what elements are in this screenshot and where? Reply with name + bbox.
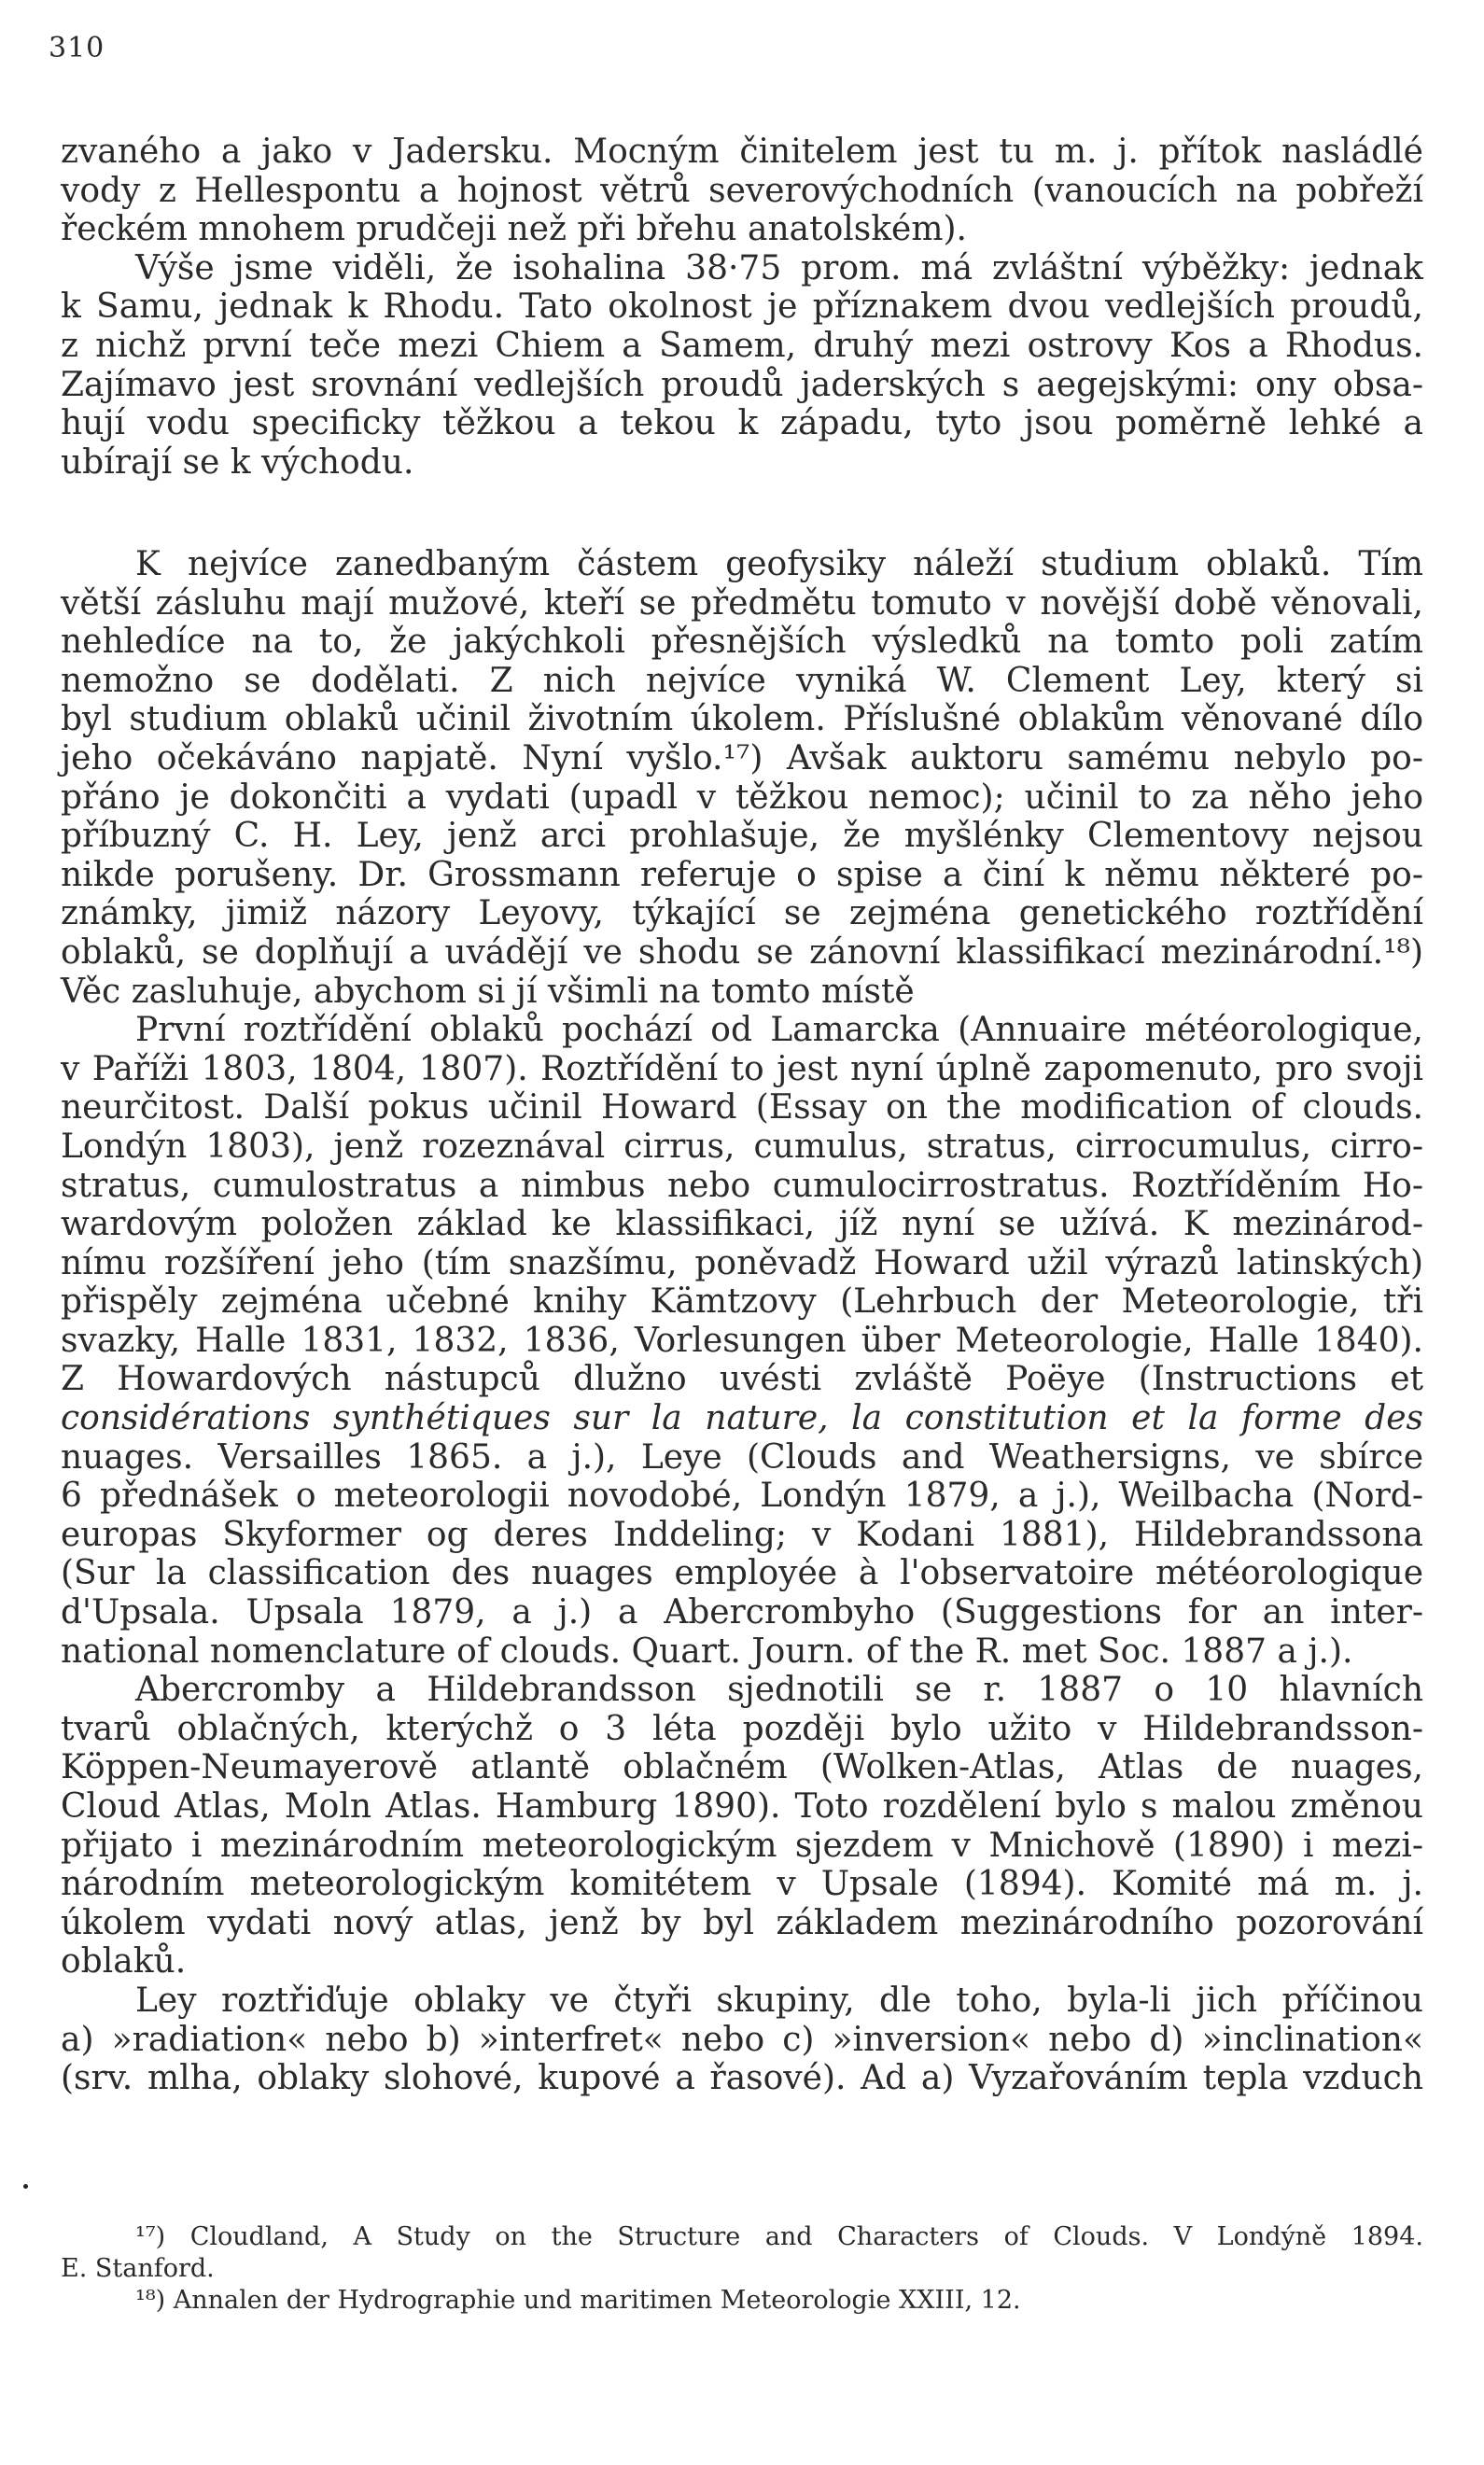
- text-line: svazky, Halle 1831, 1832, 1836, Vorlesungen über Meteorologie, Halle 1840).: [61, 1321, 1423, 1360]
- text-line: nehledíce na to, že jakýchkoli přesnějších výsledků na tomto poli zatím: [61, 623, 1423, 662]
- text-line: stratus, cumulostratus a nimbus nebo cumulocirrostratus. Roztříděním Ho-: [61, 1166, 1423, 1205]
- text-line: wardovým položen základ ke klassifikaci, jíž nyní se užívá. K mezinárod-: [61, 1205, 1423, 1244]
- text-line: d'Upsala. Upsala 1879, a j.) a Abercrombyho (Suggestions for an inter-: [61, 1593, 1423, 1632]
- text-line: v Paříži 1803, 1804, 1807). Roztřídění to jest nyní úplně zapomenuto, pro svoji: [61, 1049, 1423, 1088]
- text-line: Z Howardových nástupců dlužno uvésti zvláště Poëye (Instructions et: [61, 1360, 1423, 1399]
- text-line: Cloud Atlas, Moln Atlas. Hamburg 1890). Toto rozdělení bylo s malou změnou: [61, 1787, 1423, 1826]
- text-line: První roztřídění oblaků pochází od Lamarcka (Annuaire météorologique,: [135, 1011, 1423, 1050]
- text-line: nuages. Versailles 1865. a j.), Leye (Clouds and Weathersigns, ve sbírce: [61, 1437, 1423, 1477]
- text-line: přispěly zejména učebné knihy Kämtzovy (Lehrbuch der Meteorologie, tři: [61, 1282, 1423, 1322]
- text-line: Köppen-Neumayerově atlantě oblačném (Wolken-Atlas, Atlas de nuages,: [61, 1748, 1423, 1787]
- footnotes: [61, 2221, 1423, 2317]
- paragraph-1: [61, 133, 1423, 482]
- footnote-18: ¹⁸) Annalen der Hydrographie und maritimen Meteorologie XXIII, 12.: [135, 2286, 1021, 2315]
- text-line: (srv. mlha, oblaky slohové, kupové a řasové). Ad a) Vyzařováním tepla vzduch: [61, 2059, 1423, 2098]
- page-number: 310: [49, 32, 105, 64]
- text-line: 6 přednášek o meteorologii novodobé, Londýn 1879, a j.), Weilbacha (Nord-: [61, 1477, 1423, 1516]
- text-line: K nejvíce zanedbaným částem geofysiky náleží studium oblaků. Tím: [135, 545, 1423, 583]
- text-line: jeho očekáváno napjatě. Nyní vyšlo.¹⁷) Avšak auktoru samému nebylo po-: [61, 738, 1423, 777]
- print-speck: [23, 2184, 28, 2189]
- paragraph-2: [61, 545, 1423, 2098]
- text-line: z nichž první teče mezi Chiem a Samem, druhý mezi ostrovy Kos a Rhodus.: [61, 326, 1423, 365]
- text-line: řeckém mnohem prudčeji než při břehu anatolském).: [61, 210, 967, 249]
- text-line: europas Skyformer og deres Inddeling; v Kodani 1881), Hildebrandssona: [61, 1515, 1423, 1554]
- text-line: oblaků, se doplňují a uvádějí ve shodu se zánovní klassifikací mezinárodní.¹⁸): [61, 932, 1423, 972]
- text-line: národním meteorologickým komitétem v Upsale (1894). Komité má m. j.: [61, 1865, 1423, 1904]
- text-line: neurčitost. Další pokus učinil Howard (Essay on the modification of clouds.: [61, 1088, 1423, 1127]
- text-line: příbuzný C. H. Ley, jenž arci prohlašuje, že myšlénky Clementovy nejsou: [61, 817, 1423, 856]
- text-line: Ley roztřiďuje oblaky ve čtyři skupiny, dle toho, byla-li jich příčinou: [135, 1981, 1423, 2020]
- text-line: vody z Hellespontu a hojnost větrů severovýchodních (vanoucích na pobřeží: [61, 171, 1423, 210]
- text-line: úkolem vydati nový atlas, jenž by byl základem mezinárodního pozorování: [61, 1903, 1423, 1942]
- text-line: známky, jimiž názory Leyovy, týkající se zejména genetického roztřídění: [61, 894, 1423, 933]
- text-line: Londýn 1803), jenž rozeznával cirrus, cumulus, stratus, cirrocumulus, cirro-: [61, 1127, 1423, 1166]
- text-line: Věc zasluhuje, abychom si jí všimli na tomto místě: [61, 972, 915, 1011]
- text-line: national nomenclature of clouds. Quart. Journ. of the R. met Soc. 1887 a j.).: [61, 1632, 1353, 1671]
- text-line: oblaků.: [61, 1942, 187, 1982]
- text-line: byl studium oblaků učinil životním úkolem. Příslušné oblakům věnované dílo: [61, 700, 1423, 739]
- text-line: nikde porušeny. Dr. Grossmann referuje o spise a činí k němu některé po-: [61, 855, 1423, 894]
- text-line: Výše jsme viděli, že isohalina 38·75 prom. má zvláštní výběžky: jednak: [135, 248, 1423, 287]
- text-line: přáno je dokončiti a vydati (upadl v těžkou nemoc); učinil to za něho jeho: [61, 777, 1423, 817]
- text-line: nímu rozšíření jeho (tím snazšímu, poněvadž Howard užil výrazů latinských): [61, 1243, 1423, 1282]
- text-line: a) »radiation« nebo b) »interfret« nebo c) »inversion« nebo d) »inclination«: [61, 2020, 1423, 2059]
- text-line: nemožno se dodělati. Z nich nejvíce vyniká W. Clement Ley, který si: [61, 661, 1423, 700]
- text-line: (Sur la classification des nuages employée à l'observatoire météorologique: [61, 1554, 1423, 1593]
- text-line: hují vodu specificky těžkou a tekou k západu, tyto jsou poměrně lehké a: [61, 404, 1423, 443]
- footnote-17: ¹⁷) Cloudland, A Study on the Structure and Characters of Clouds. V Londýně 1894.: [135, 2222, 1423, 2251]
- text-line: větší zásluhu mají mužové, kteří se předmětu tomuto v novější době věnovali,: [61, 583, 1423, 623]
- text-line: k Samu, jednak k Rhodu. Tato okolnost je příznakem dvou vedlejších proudů,: [61, 287, 1423, 327]
- text-line: Zajímavo jest srovnání vedlejších proudů jaderských s aegejskými: ony obsa-: [61, 365, 1423, 404]
- text-line: tvarů oblačných, kterýchž o 3 léta později bylo užito v Hildebrandsson-: [61, 1709, 1423, 1748]
- text-line: considérations synthétiques sur la nature, la constitution et la forme des: [61, 1399, 1423, 1438]
- text-line: ubírají se k východu.: [61, 442, 414, 482]
- text-line: Abercromby a Hildebrandsson sjednotili se r. 1887 o 10 hlavních: [135, 1671, 1423, 1710]
- text-line: přijato i mezinárodním meteorologickým sjezdem v Mnichově (1890) i mezi-: [61, 1826, 1423, 1865]
- footnote-17-cont: E. Stanford.: [61, 2254, 215, 2283]
- text-line: zvaného a jako v Jadersku. Mocným činitelem jest tu m. j. přítok nasládlé: [61, 133, 1423, 171]
